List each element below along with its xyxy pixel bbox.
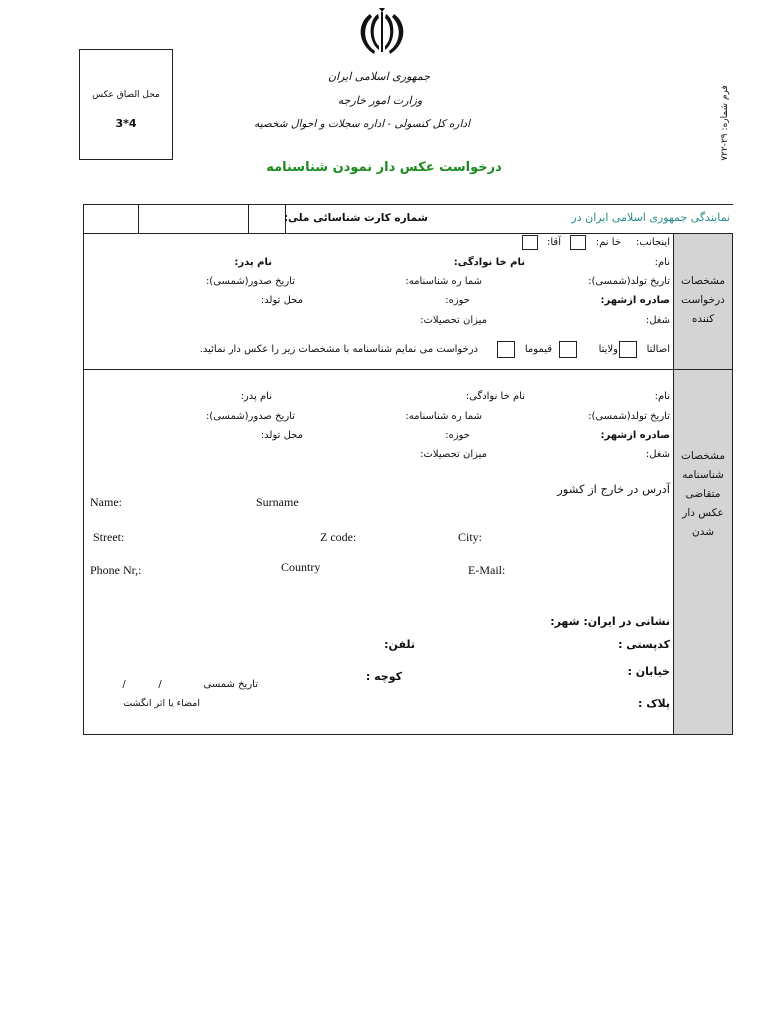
undersigned-label: اینجانب: (635, 237, 670, 248)
applicant-district-label: حوزه: (445, 295, 470, 306)
subject-issuedate-label: تاریخ صدور(شمسی): (205, 411, 295, 422)
applicant-issuedfrom-label: صادره ازشهر: (600, 295, 670, 306)
applicant-issuedate-label: تاریخ صدور(شمسی): (205, 276, 295, 287)
applicant-birthdate-label: تاریخ تولد(شمسی): (588, 276, 670, 287)
representation-label: نمایندگی جمهوری اسلامی ایران در (571, 211, 730, 224)
mr-checkbox[interactable] (522, 235, 538, 250)
en-country-label: Country (281, 560, 321, 574)
applicant-family-label: نام خا نوادگی: (453, 257, 525, 268)
subject-birthplace-label: محل تولد: (260, 430, 303, 441)
en-city-label: City: (458, 530, 483, 544)
national-id-cell-2[interactable] (138, 204, 249, 234)
section-divider (83, 369, 733, 370)
mr-label: آقا: (547, 237, 561, 248)
photo-box (79, 49, 173, 160)
request-text: درخواست می نمایم شناسنامه با مشخصات زیر را عکس دار نمائید. (199, 344, 478, 355)
header-line-1: جمهوری اسلامی ایران (327, 70, 430, 83)
subject-family-label: نام خا نوادگی: (465, 391, 525, 402)
date-sep-1: / (122, 679, 126, 690)
national-id-label: شماره کارت شناسائی ملی: (283, 212, 428, 224)
emblem (354, 8, 410, 56)
capacity-guardian-label: ولایتا (598, 344, 618, 355)
header-line-3: اداره کل کنسولی - اداره سجلات و احوال شخصیه (254, 118, 470, 130)
phone-label: تلفن: (384, 638, 415, 651)
capacity-custodian-checkbox[interactable] (497, 341, 515, 358)
page-title: درخواست عکس دار نمودن شناسنامه (266, 160, 502, 175)
form-number: فرم شماره: ۲۹-۷۲۲ (720, 85, 730, 161)
applicant-job-label: شغل: (645, 315, 670, 326)
capacity-guardian-checkbox[interactable] (559, 341, 577, 358)
postal-code-label: کدپستی : (618, 638, 670, 651)
mrs-checkbox[interactable] (570, 235, 586, 250)
capacity-custodian-label: قیموما (524, 344, 552, 355)
subject-name-label: نام: (654, 391, 670, 402)
abroad-address-label: آدرس در خارج از کشور (557, 482, 670, 496)
subject-section-label: مشخصات شناسنامه متقاضی عکس دار شدن (681, 450, 725, 538)
en-name-label: Name: (90, 495, 122, 509)
applicant-name-label: نام: (654, 257, 670, 268)
subject-district-label: حوزه: (445, 430, 470, 441)
capacity-original-checkbox[interactable] (619, 341, 637, 358)
date-sep-2: / (158, 679, 162, 690)
applicant-education-label: میزان تحصیلات: (420, 315, 487, 326)
national-id-cell-1[interactable] (83, 204, 139, 234)
header-line-2: وزارت امور خارجه (337, 94, 423, 107)
capacity-original-label: اصالتا (646, 344, 670, 355)
subject-job-label: شغل: (645, 449, 670, 460)
photo-box-label: محل الصاق عکس (92, 90, 160, 100)
applicant-section-label: مشخصات درخواست کننده (681, 275, 725, 325)
photo-box-size: 3*4 (115, 117, 137, 130)
date-label: تاریخ شمسی (203, 679, 258, 690)
iran-emblem-icon (354, 8, 410, 56)
en-street-label: Street: (93, 530, 125, 544)
subject-education-label: میزان تحصیلات: (420, 449, 487, 460)
national-id-cell-3[interactable] (248, 204, 286, 234)
en-phone-label: Phone Nr,: (90, 563, 142, 577)
en-zcode-label: Z code: (320, 530, 357, 544)
subject-birthdate-label: تاریخ تولد(شمسی): (588, 411, 670, 422)
iran-address-label: نشانی در ایران: شهر: (550, 615, 670, 628)
subject-father-label: نام پدر: (240, 391, 272, 402)
alley-label: کوچه : (365, 670, 402, 683)
subject-issuedfrom-label: صادره ازشهر: (600, 430, 670, 441)
applicant-idnumber-label: شما ره شناسنامه: (405, 276, 482, 287)
en-surname-label: Surname (256, 495, 299, 509)
subject-idnumber-label: شما ره شناسنامه: (405, 411, 482, 422)
applicant-father-label: نام پدر: (234, 257, 272, 268)
street-label: خیابان : (627, 665, 670, 678)
en-email-label: E-Mail: (468, 563, 506, 577)
applicant-birthplace-label: محل تولد: (260, 295, 303, 306)
signature-label: امضاء یا اثر انگشت (123, 698, 200, 709)
mrs-label: خا نم: (595, 237, 621, 248)
subject-section-bg (673, 370, 732, 734)
plaque-label: پلاک : (638, 697, 670, 710)
